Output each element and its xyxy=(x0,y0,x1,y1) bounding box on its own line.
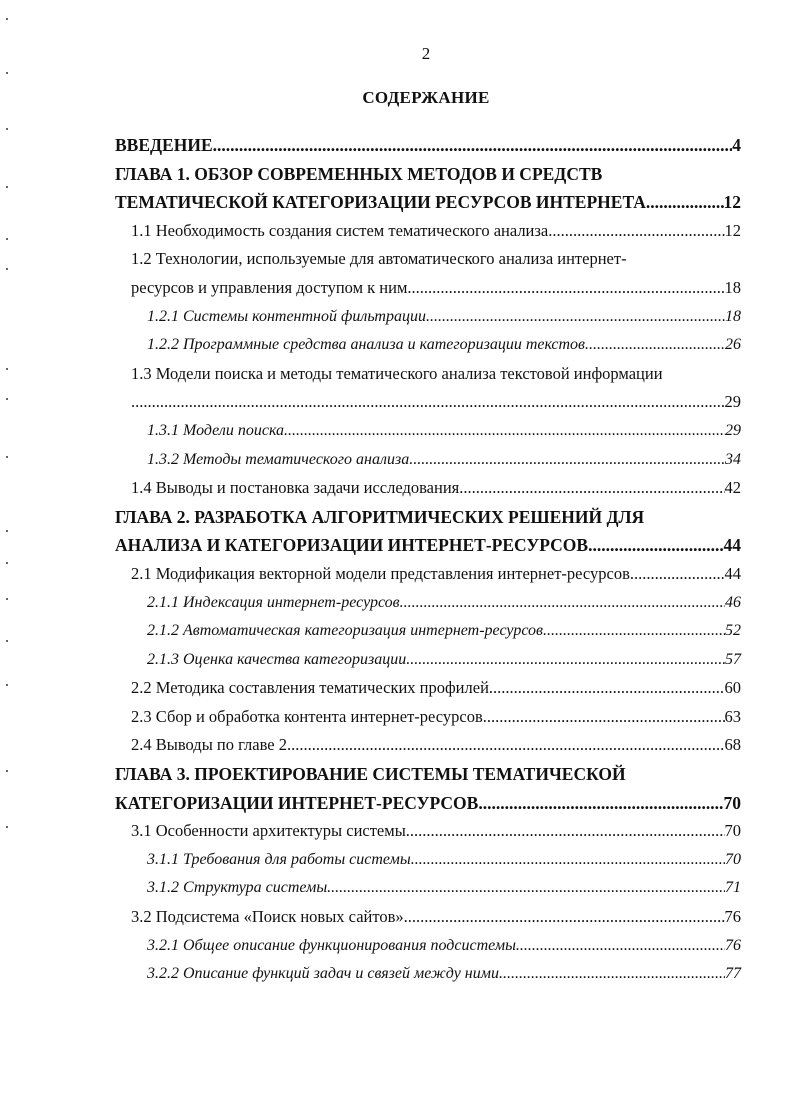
toc-entry-title: 2.1.3 Оценка качества категоризации xyxy=(147,650,407,668)
dot-leader xyxy=(406,646,725,675)
dot-leader xyxy=(411,846,725,875)
dot-leader xyxy=(213,131,733,160)
toc-entry xyxy=(115,474,741,503)
toc-entry-title: 1.2.2 Программные средства анализа и категоризации текстов xyxy=(147,336,585,354)
toc-entry-page: 60 xyxy=(724,678,741,698)
scan-speck xyxy=(6,640,8,642)
scan-speck xyxy=(6,368,8,370)
toc-entry-page: 52 xyxy=(725,622,741,640)
toc-entry-page: 76 xyxy=(725,936,741,954)
dot-leader xyxy=(646,188,724,217)
toc-entry xyxy=(115,617,741,646)
toc-entry-title: 3.2 Подсистема «Поиск новых сайтов» xyxy=(131,907,404,927)
scan-speck xyxy=(6,72,8,74)
toc-entry-title: 2.1 Модификация векторной модели представления интернет-ресурсов xyxy=(131,563,630,583)
dot-leader xyxy=(407,274,724,303)
toc-entry-page: 68 xyxy=(724,735,741,755)
dot-leader xyxy=(478,789,723,818)
toc-entry xyxy=(115,160,741,189)
scan-speck xyxy=(6,456,8,458)
toc-entry xyxy=(115,274,741,303)
toc-entry-page: 77 xyxy=(725,965,741,983)
toc-entry-page: 34 xyxy=(725,450,741,468)
toc-entry-page: 12 xyxy=(724,220,741,240)
scan-speck xyxy=(6,398,8,400)
toc-entry xyxy=(115,417,741,446)
scan-speck xyxy=(6,186,8,188)
dot-leader xyxy=(585,331,725,360)
dot-leader xyxy=(499,960,725,989)
dot-leader xyxy=(406,817,725,846)
toc-entry-page: 71 xyxy=(725,879,741,897)
toc-entry xyxy=(115,245,741,274)
toc-entry-page: 70 xyxy=(723,792,741,813)
dot-leader xyxy=(426,303,725,332)
toc-entry-title: ресурсов и управления доступом к ним xyxy=(131,277,408,297)
scan-speck xyxy=(6,770,8,772)
scan-speck xyxy=(6,598,8,600)
toc-entry-title: 1.3.1 Модели поиска xyxy=(147,421,285,439)
toc-entry-page: 29 xyxy=(724,392,741,412)
toc-entry xyxy=(115,217,741,246)
scan-speck xyxy=(6,18,8,20)
toc-entry-page: 18 xyxy=(724,277,741,297)
toc-entry-page: 46 xyxy=(725,593,741,611)
dot-leader xyxy=(404,903,725,932)
toc-entry xyxy=(115,131,741,160)
toc-entry xyxy=(115,646,741,675)
toc-entry-title: 1.2 Технологии, используемые для автоматического анализа интернет- xyxy=(131,249,627,269)
toc-entry xyxy=(115,446,741,475)
toc-entry-title: 2.1.2 Автоматическая категоризация интернет-ресурсов xyxy=(147,622,543,640)
toc-entry-title: 2.2 Методика составления тематических профилей xyxy=(131,678,489,698)
toc-entry-page: 4 xyxy=(732,135,741,155)
toc-entry-page: 18 xyxy=(725,307,741,325)
scan-speck xyxy=(6,684,8,686)
dot-leader xyxy=(516,932,725,961)
toc-entry xyxy=(115,874,741,903)
toc-entry xyxy=(115,789,741,818)
toc-entry xyxy=(115,760,741,789)
toc-entry xyxy=(115,360,741,389)
toc-entry-title: 1.2.1 Системы контентной фильтрации xyxy=(147,307,426,325)
table-of-contents xyxy=(115,131,741,989)
toc-entry-page: 44 xyxy=(723,535,741,556)
dot-leader xyxy=(284,417,725,446)
dot-leader xyxy=(131,388,725,417)
dot-leader xyxy=(327,874,725,903)
toc-entry-title: КАТЕГОРИЗАЦИИ ИНТЕРНЕТ-РЕСУРСОВ xyxy=(115,792,479,813)
toc-entry xyxy=(115,817,741,846)
toc-entry xyxy=(115,388,741,417)
toc-entry-page: 42 xyxy=(724,478,741,498)
scan-speck xyxy=(6,238,8,240)
toc-entry-title: ГЛАВА 1. ОБЗОР СОВРЕМЕННЫХ МЕТОДОВ И СРЕДСТВ xyxy=(115,163,603,184)
toc-entry xyxy=(115,674,741,703)
dot-leader xyxy=(459,474,724,503)
dot-leader xyxy=(483,703,725,732)
toc-entry-page: 26 xyxy=(725,336,741,354)
toc-entry-page: 70 xyxy=(725,850,741,868)
toc-entry xyxy=(115,531,741,560)
toc-entry-title: 2.4 Выводы по главе 2 xyxy=(131,735,287,755)
scan-speck xyxy=(6,530,8,532)
toc-entry xyxy=(115,303,741,332)
toc-entry-title: 1.3 Модели поиска и методы тематического анализа текстовой информации xyxy=(131,363,663,383)
toc-entry xyxy=(115,731,741,760)
toc-entry-page: 12 xyxy=(723,192,741,213)
toc-entry xyxy=(115,932,741,961)
toc-entry-title: ТЕМАТИЧЕСКОЙ КАТЕГОРИЗАЦИИ РЕСУРСОВ ИНТЕРНЕТА xyxy=(115,192,646,213)
toc-entry xyxy=(115,846,741,875)
dot-leader xyxy=(489,674,725,703)
toc-entry xyxy=(115,188,741,217)
toc-entry-title: 3.1 Особенности архитектуры системы xyxy=(131,821,406,841)
toc-entry xyxy=(115,589,741,618)
toc-entry-page: 70 xyxy=(724,821,741,841)
toc-entry-title: ГЛАВА 2. РАЗРАБОТКА АЛГОРИТМИЧЕСКИХ РЕШЕНИЙ ДЛЯ xyxy=(115,506,645,527)
scan-speck xyxy=(6,562,8,564)
dot-leader xyxy=(548,217,724,246)
dot-leader xyxy=(630,560,725,589)
toc-entry-title: АНАЛИЗА И КАТЕГОРИЗАЦИИ ИНТЕРНЕТ-РЕСУРСОВ xyxy=(115,535,589,556)
toc-entry xyxy=(115,903,741,932)
toc-entry-title: 3.2.1 Общее описание функционирования подсистемы xyxy=(147,936,516,954)
toc-entry-title: ВВЕДЕНИЕ xyxy=(115,135,213,155)
dot-leader xyxy=(588,531,723,560)
dot-leader xyxy=(409,446,725,475)
dot-leader xyxy=(543,617,725,646)
toc-title: СОДЕРЖАНИЕ xyxy=(362,88,490,107)
toc-entry xyxy=(115,560,741,589)
dot-leader xyxy=(287,731,725,760)
toc-entry-title: 1.4 Выводы и постановка задачи исследования xyxy=(131,478,460,498)
toc-entry-title: 2.3 Сбор и обработка контента интернет-ресурсов xyxy=(131,706,483,726)
scan-speck xyxy=(6,128,8,130)
toc-entry-title: 2.1.1 Индексация интернет-ресурсов xyxy=(147,593,400,611)
scan-speck xyxy=(6,826,8,828)
toc-entry-page: 57 xyxy=(725,650,741,668)
scan-margin-marks xyxy=(6,0,12,1106)
toc-entry-page: 63 xyxy=(724,706,741,726)
toc-entry xyxy=(115,703,741,732)
page-number: 2 xyxy=(421,44,431,63)
toc-entry xyxy=(115,503,741,532)
toc-entry-title: 3.2.2 Описание функций задач и связей между ними xyxy=(147,965,499,983)
toc-entry-title: 1.1 Необходимость создания систем тематического анализа xyxy=(131,220,549,240)
toc-entry-page: 76 xyxy=(724,907,741,927)
toc-entry-page: 29 xyxy=(725,421,741,439)
toc-entry-title: ГЛАВА 3. ПРОЕКТИРОВАНИЕ СИСТЕМЫ ТЕМАТИЧЕСКОЙ xyxy=(115,764,626,785)
toc-entry xyxy=(115,331,741,360)
toc-entry-title: 3.1.2 Структура системы xyxy=(147,879,328,897)
toc-entry xyxy=(115,960,741,989)
toc-entry-page: 44 xyxy=(724,563,741,583)
scan-speck xyxy=(6,268,8,270)
toc-entry-title: 1.3.2 Методы тематического анализа xyxy=(147,450,410,468)
dot-leader xyxy=(400,589,725,618)
toc-entry-title: 3.1.1 Требования для работы системы xyxy=(147,850,411,868)
